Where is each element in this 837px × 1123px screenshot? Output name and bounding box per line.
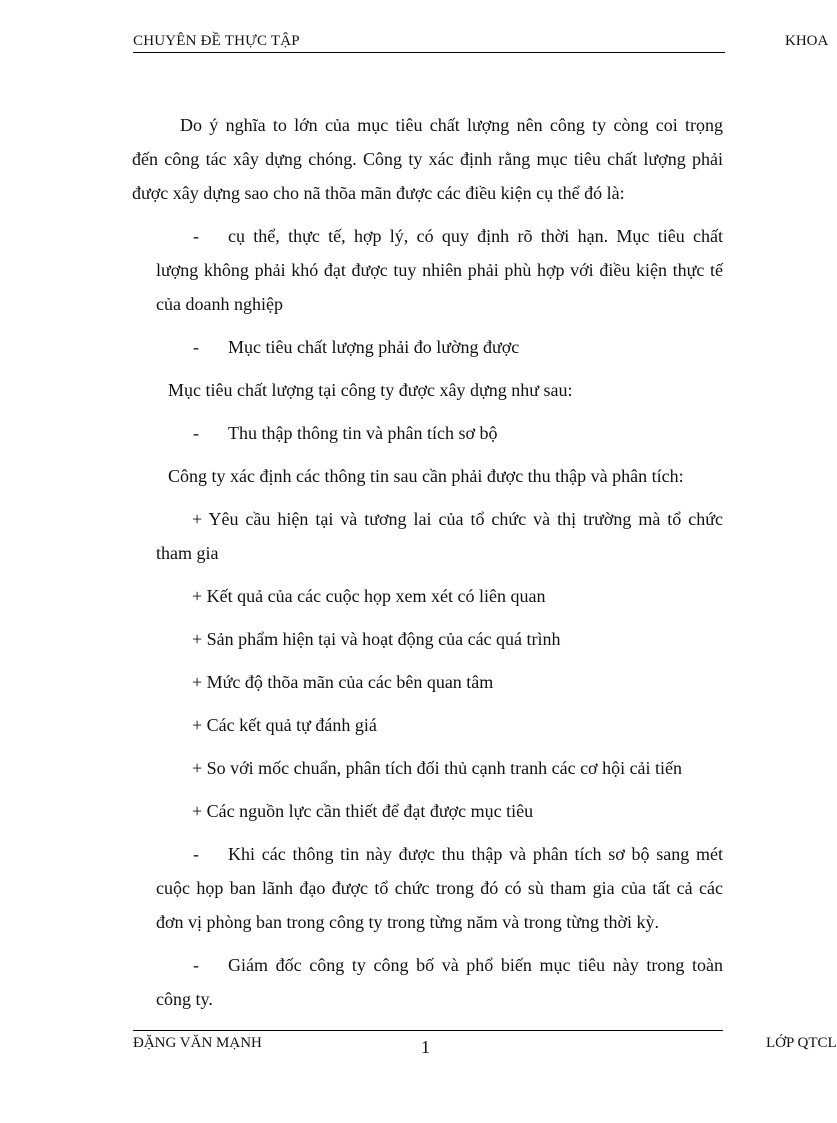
paragraph-1-continuation: đến công tác xây dựng chóng. Công ty xác định rằng mục tiêu chất lượng phải được xây dựng sao cho nã thõa mãn được các điều kiện cụ thể đó là: (132, 149, 723, 203)
paragraph-1-line-1: Do ý nghĩa to lớn của mục tiêu chất lượng nên công ty còng coi trọng (180, 115, 723, 135)
document-body (0, 108, 816, 1016)
bullet-4-line-1 (193, 837, 723, 871)
page-header (133, 30, 829, 53)
bullet-dash: - (193, 844, 199, 864)
bullet-1-continuation: lượng không phải khó đạt được tuy nhiên phải phù hợp với điều kiện thực tế của doanh nghiệp (156, 260, 723, 314)
bullet-5-continuation: công ty. (156, 989, 213, 1009)
bullet-3-text: Thu thập thông tin và phân tích sơ bộ (228, 423, 498, 443)
plus-item-1-continuation: tham gia (156, 543, 219, 563)
plus-item-3: + Sản phẩm hiện tại và hoạt động của các quá trình (192, 629, 561, 649)
plus-item-6: + So với mốc chuẩn, phân tích đối thủ cạnh tranh các cơ hội cải tiến (192, 758, 683, 778)
plus-item-4: + Mức độ thõa mãn của các bên quan tâm (192, 672, 494, 692)
bullet-dash: - (193, 337, 199, 357)
bullet-dash: - (193, 226, 199, 246)
bullet-3 (193, 416, 723, 450)
bullet-2-text: Mục tiêu chất lượng phải đo lường được (228, 337, 520, 357)
footer-author: ĐẶNG VĂN MẠNH (133, 1035, 262, 1051)
page-footer (133, 1030, 837, 1057)
paragraph-3: Công ty xác định các thông tin sau cần phải được thu thập và phân tích: (168, 466, 684, 486)
paragraph-2: Mục tiêu chất lượng tại công ty được xây dựng như sau: (168, 380, 573, 400)
bullet-5-text: Giám đốc công ty công bố và phổ biến mục tiêu này trong toàn (228, 955, 723, 975)
plus-item-2: + Kết quả của các cuộc họp xem xét có liên quan (192, 586, 546, 606)
bullet-1-text: cụ thể, thực tế, hợp lý, có quy định rõ thời hạn. Mục tiêu chất (228, 226, 723, 246)
plus-item-5: + Các kết quả tự đánh giá (192, 715, 377, 735)
plus-item-7: + Các nguồn lực cần thiết để đạt được mục tiêu (192, 801, 534, 821)
bullet-1-line-1 (193, 219, 723, 253)
header-right-label: KHOA (785, 33, 829, 49)
page-number: 1 (421, 1037, 430, 1057)
bullet-4-text: Khi các thông tin này được thu thập và phân tích sơ bộ sang mét (228, 844, 723, 864)
bullet-dash: - (193, 955, 199, 975)
bullet-4-continuation: cuộc họp ban lãnh đạo được tổ chức trong đó có sù tham gia của tất cả các đơn vị phòng ban trong công ty trong từng năm và trong từng thời kỳ. (156, 878, 723, 932)
footer-class: LỚP QTCL (766, 1035, 837, 1051)
bullet-5-line-1 (193, 948, 723, 982)
plus-item-1-line-1: + Yêu cầu hiện tại và tương lai của tổ chức và thị trường mà tổ chức (192, 509, 723, 529)
header-title: CHUYÊN ĐỀ THỰC TẬP (133, 33, 300, 49)
bullet-dash: - (193, 423, 199, 443)
bullet-2 (193, 330, 723, 364)
